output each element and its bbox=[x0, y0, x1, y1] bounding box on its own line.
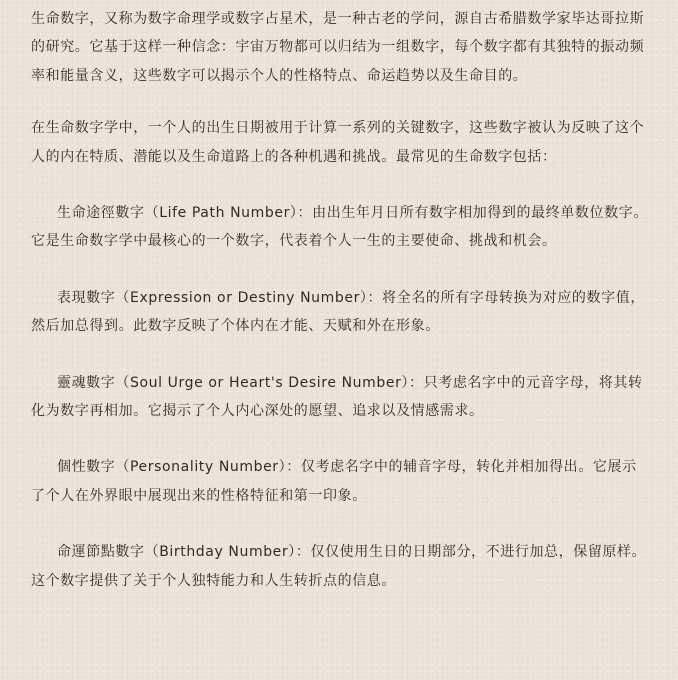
paragraph-spacer bbox=[31, 510, 651, 538]
soul-urge-number-paragraph: 靈魂數字（Soul Urge or Heart's Desire Number）：只考虑名字中的元音字母，将其转化为数字再相加。它揭示了个人内心深处的愿望、追求以及情感需求。 bbox=[31, 374, 643, 420]
expression-number-paragraph: 表現數字（Expression or Destiny Number）：将全名的所有字母转换为对应的数字值，然后加总得到。此数字反映了个体内在才能、天赋和外在形象。 bbox=[31, 289, 645, 335]
paragraph-spacer bbox=[31, 341, 651, 369]
overview-paragraph: 在生命数字学中，一个人的出生日期被用于计算一系列的关键数字，这些数字被认为反映了这个人的内在特质、潜能以及生命道路上的各种机遇和挑战。最常见的生命数字包括： bbox=[31, 120, 645, 165]
life-path-number-paragraph: 生命途徑數字（Life Path Number）：由出生年月日所有数字相加得到的最终单数位数字。它是生命数字学中最核心的一个数字，代表着个人一生的主要使命、挑战和机会。 bbox=[31, 205, 648, 250]
paragraph-spacer bbox=[31, 171, 651, 199]
personality-number-paragraph: 個性數字（Personality Number）：仅考虑名字中的辅音字母，转化并相加得出。它展示了个人在外界眼中展现出来的性格特征和第一印象。 bbox=[31, 459, 637, 504]
intro-paragraph: 生命数字，又称为数字命理学或数字占星术，是一种古老的学问，源自古希腊数学家毕达哥拉斯的研究。它基于这样一种信念：宇宙万物都可以归结为一组数字，每个数字都有其独特的振动频率和能量含义，这些数字可以揭示个人的性格特点、命运趋势以及生命目的。 bbox=[31, 11, 645, 84]
paragraph-spacer bbox=[31, 90, 651, 114]
birthday-number-paragraph: 命運節點數字（Birthday Number）：仅仅使用生日的日期部分，不进行加总，保留原样。这个数字提供了关于个人独特能力和人生转折点的信息。 bbox=[31, 544, 647, 589]
paragraph-spacer bbox=[31, 425, 651, 453]
paragraph-spacer bbox=[31, 256, 651, 284]
article-body bbox=[31, 5, 651, 595]
